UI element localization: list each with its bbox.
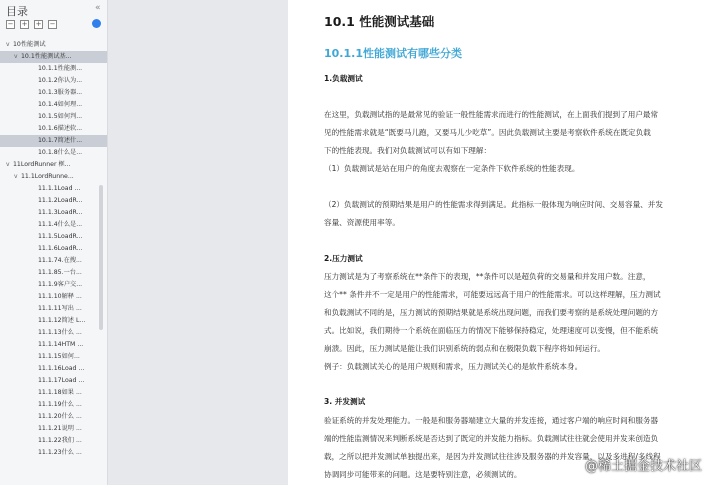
toc-item-label: 10.1性能测试基... [21, 53, 72, 60]
toc-item[interactable] [0, 243, 107, 255]
toc-item[interactable] [0, 375, 107, 387]
paragraph-line: 压力测试是为了考察系统在**条件下的表现，**条件可以是超负荷的交易量和并发用户数。注意， [324, 272, 651, 281]
toc-item-label: 11.1.11写出 ... [38, 305, 82, 312]
toc-item-label: 11.1.2LoadR... [38, 197, 83, 204]
chevron-down-icon[interactable]: v [14, 173, 18, 180]
toc-item-label: 11.1.21说明 ... [38, 425, 82, 432]
toc-item-label: 11.1.85.一台... [38, 269, 82, 276]
toc-item-label: 11.1.13什么 ... [38, 329, 82, 336]
paragraph-line: 崩溃。因此，压力测试是能让我们识别系统的弱点和在极限负载下程序将如何运行。 [324, 344, 605, 353]
toc-item[interactable] [0, 411, 107, 423]
sidebar-title: 目录 [6, 5, 28, 18]
toc-item[interactable] [0, 75, 107, 87]
toc-item-label: 11.1.1Load ... [38, 185, 81, 192]
toc-item[interactable] [0, 423, 107, 435]
toc-item[interactable] [0, 63, 107, 75]
chevron-down-icon[interactable]: v [6, 161, 10, 168]
toc-item[interactable] [0, 183, 107, 195]
document-page [288, 0, 720, 485]
toc-item[interactable] [0, 327, 107, 339]
toc-item[interactable] [0, 279, 107, 291]
toc-item-label: 11.1.9客户交... [38, 281, 83, 288]
paragraph-line: （1）负载测试是站在用户的角度去观察在一定条件下软件系统的性能表现。 [324, 164, 580, 173]
toc-item[interactable] [0, 159, 107, 171]
toc-list [0, 39, 107, 459]
toc-item[interactable] [0, 387, 107, 399]
expand-level-icon[interactable]: + [35, 20, 42, 28]
toc-item[interactable] [0, 231, 107, 243]
paragraph-line: 容量、资源使用率等。 [324, 218, 400, 227]
section-heading: 10.1.1性能测试有哪些分类 [324, 47, 462, 60]
toc-item[interactable] [0, 351, 107, 363]
toc-item[interactable] [0, 111, 107, 123]
toc-item-label: 10.1.4如何理... [38, 101, 83, 108]
toc-item-label: 11.1.17Load ... [38, 377, 85, 384]
paragraph-line: 这个** 条件并不一定是用户的性能需求，可能要远远高于用户的性能需求。可以这样理解，压力测试 [324, 290, 661, 299]
sidebar-toolbar [6, 20, 57, 29]
paragraph-line: 和负载测试不同的是，压力测试的预期结果就是系统出现问题，而我们要考察的是系统处理问题的方 [324, 308, 659, 317]
chapter-heading: 10.1 性能测试基础 [324, 14, 435, 29]
paragraph-line: 下的性能表现。我们对负载测试可以有如下理解： [324, 146, 492, 155]
toc-item-label: 11.1.14HTM ... [38, 341, 84, 348]
sidebar-scrollbar[interactable] [99, 185, 103, 330]
toc-sidebar [0, 0, 108, 485]
toc-item[interactable] [0, 171, 107, 183]
paragraph-line: 端的性能监测情况来判断系统是否达到了既定的并发能力指标。负载测试往往就会使用并发来创造负 [324, 434, 659, 443]
toc-item[interactable] [0, 147, 107, 159]
toc-item[interactable] [0, 51, 107, 63]
paragraph-line: 在这里，负载测试指的是最常见的验证一般性能需求而进行的性能测试，在上面我们提到了用户最常 [324, 110, 659, 119]
toc-item-label: 10.1.2你认为... [38, 77, 83, 84]
expand-all-icon[interactable]: + [21, 20, 28, 28]
toc-item-label: 11.1.74.在搜... [38, 257, 82, 264]
toc-item[interactable] [0, 435, 107, 447]
toc-item-label: 10.1.6描述软... [38, 125, 83, 132]
page-gutter [108, 0, 288, 485]
paragraph-line: 例子：负载测试关心的是用户规则和需求，压力测试关心的是软件系统本身。 [324, 362, 583, 371]
toc-item[interactable] [0, 363, 107, 375]
toc-item-label: 11.1.19什么 ... [38, 401, 82, 408]
toc-item[interactable] [0, 123, 107, 135]
toc-item[interactable] [0, 447, 107, 459]
toc-item[interactable] [0, 303, 107, 315]
toc-item-label: 11.1.3LoadR... [38, 209, 83, 216]
toc-item-label: 10.1.7简述什... [38, 137, 83, 144]
toc-item-label: 11.1.15如何... [38, 353, 80, 360]
toc-item-label: 11.1.20什么 ... [38, 413, 82, 420]
chevron-down-icon[interactable]: v [6, 41, 10, 48]
toc-item[interactable] [0, 87, 107, 99]
toc-item-label: 10.1.8什么是... [38, 149, 83, 156]
toc-item-label: 11.1.12简述 L... [38, 317, 86, 324]
paragraph-line: 见的性能需求就是“既要马儿跑，又要马儿少吃草”。因此负载测试主要是考察软件系统在既定负载 [324, 128, 651, 137]
toc-item[interactable] [0, 399, 107, 411]
toc-item[interactable] [0, 195, 107, 207]
toc-item-label: 11.1.16Load ... [38, 365, 85, 372]
toc-item-label: 10.1.3服务器... [38, 89, 83, 96]
toc-item-label: 11.1.22我们 ... [38, 437, 82, 444]
bookmark-toggle-icon[interactable] [92, 19, 101, 28]
collapse-sidebar-icon[interactable]: « [95, 3, 101, 13]
collapse-all-icon[interactable]: − [7, 20, 14, 28]
toc-item[interactable] [0, 339, 107, 351]
paragraph-line: 验证系统的并发处理能力。一般是和服务器端建立大量的并发连接，通过客户端的响应时间和服务器 [324, 416, 659, 425]
toc-item[interactable] [0, 135, 107, 147]
toc-item-label: 11.1.18如果 ... [38, 389, 82, 396]
toc-item[interactable] [0, 267, 107, 279]
toc-item-label: 11.1.23什么 ... [38, 449, 82, 456]
toc-item-label: 10.1.5如何判... [38, 113, 83, 120]
toc-item-label: 10性能测试 [13, 41, 46, 48]
collapse-level-icon[interactable]: − [49, 20, 56, 28]
toc-item-label: 11LordRunner 框... [13, 161, 71, 168]
toc-item[interactable] [0, 207, 107, 219]
toc-item-label: 11.1.4什么是... [38, 221, 83, 228]
toc-item[interactable] [0, 255, 107, 267]
paragraph-line: 载，之所以把并发测试单独提出来，是因为并发测试往往涉及服务器的并发容量，以及多进程/多线程 [324, 452, 661, 461]
toc-item-label: 11.1.5LoadR... [38, 233, 83, 240]
subsection-heading-load: 1.负载测试 [324, 74, 363, 83]
toc-item[interactable] [0, 219, 107, 231]
toc-item[interactable] [0, 291, 107, 303]
toc-item-label: 11.1.6LoadR... [38, 245, 83, 252]
paragraph-line: 协调同步可能带来的问题。这是要特别注意，必须测试的。 [324, 470, 522, 479]
paragraph-line: （2）负载测试的预期结果是用户的性能需求得到满足。此指标一般体现为响应时间、交易容量、并发 [324, 200, 663, 209]
toc-item[interactable] [0, 39, 107, 51]
toc-item-label: 11.1LordRunne... [21, 173, 74, 180]
toc-item-label: 10.1.1性能测... [38, 65, 83, 72]
subsection-heading-concurrency: 3. 并发测试 [324, 397, 366, 406]
toc-item[interactable] [0, 315, 107, 327]
toc-item[interactable] [0, 99, 107, 111]
watermark: @稀土掘金技术社区 [585, 459, 703, 474]
paragraph-line: 式。比如说，我们期待一个系统在面临压力的情况下能够保持稳定，处理速度可以变慢，但不能系统 [324, 326, 659, 335]
subsection-heading-stress: 2.压力测试 [324, 254, 363, 263]
toc-item-label: 11.1.10解释 ... [38, 293, 82, 300]
chevron-down-icon[interactable]: v [14, 53, 18, 60]
